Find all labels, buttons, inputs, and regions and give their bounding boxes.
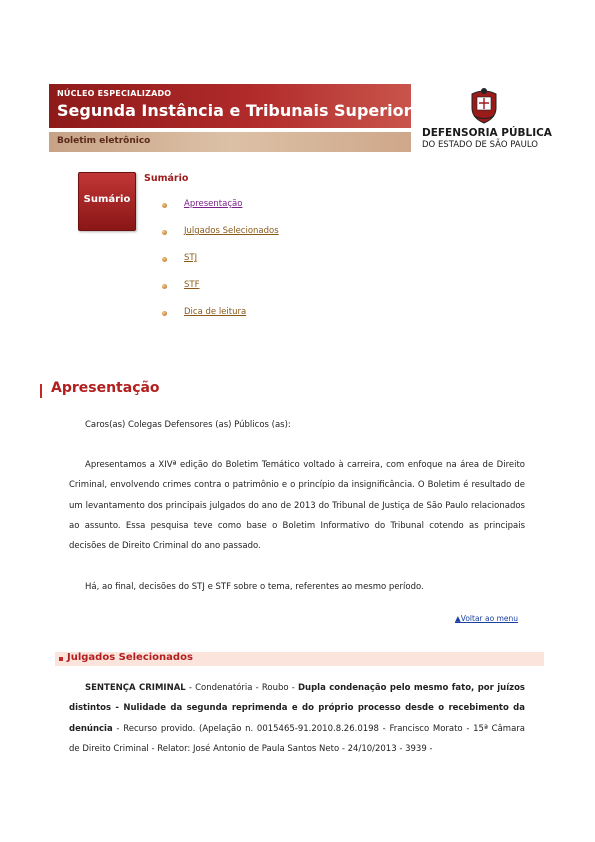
sumario-title: Sumário: [144, 173, 189, 184]
back-to-menu-link[interactable]: [455, 614, 518, 623]
header-banner: [49, 84, 432, 152]
bullet-icon: [162, 257, 167, 262]
case-summary: [69, 678, 525, 759]
sumario-badge-label: Sumário: [83, 194, 131, 205]
apresentacao-paragraph-2: Há, ao final, decisões do STJ e STF sobre o tema, referentes ao mesmo período.: [85, 582, 424, 592]
bullet-icon: [162, 230, 167, 235]
toc-link-julgados[interactable]: Julgados Selecionados: [184, 226, 279, 236]
logo-name: DEFENSORIA PÚBLICA: [422, 127, 552, 139]
square-bullet-icon: [59, 657, 63, 661]
bullet-icon: [162, 203, 167, 208]
julgados-heading: Julgados Selecionados: [67, 652, 193, 663]
bullet-icon: [162, 284, 167, 289]
case-lead: SENTENÇA CRIMINAL: [85, 683, 186, 693]
banner-subtitle-strip: [49, 132, 411, 152]
toc-link-stj[interactable]: STJ: [184, 253, 198, 263]
toc-link-apresentacao[interactable]: Apresentação: [184, 199, 243, 209]
apresentacao-paragraph-1: Apresentamos a XIVª edição do Boletim Temático voltado à carreira, com enfoque na área de Direito Criminal, envolvendo crimes contra o patrimônio e o princípio da insignificância. O Boletim é resultado de um levantamento dos principais julgados do ano de 2013 do Tribunal de Justiça de São Paulo relacionados ao assunto. Essa pesquisa teve como base o Boletim Informativo do Tribunal cotendo as principais decisões de Direito Criminal do ano passado.: [69, 460, 525, 552]
logo-subtitle: DO ESTADO DE SÃO PAULO: [422, 140, 538, 150]
toc-link-stf[interactable]: STF: [184, 280, 200, 290]
case-holding: Dupla condenação pelo mesmo fato, por juízos distintos - Nulidade da segunda reprimenda e do próprio processo desde o recebimento da denúncia: [69, 683, 525, 734]
banner-eyebrow: NÚCLEO ESPECIALIZADO: [57, 89, 172, 98]
defensoria-logo: [422, 86, 552, 156]
toc-link-dica-leitura[interactable]: Dica de leitura: [184, 307, 247, 317]
sumario-badge: [78, 172, 136, 231]
banner-title-strip: [49, 84, 432, 128]
apresentacao-heading: Apresentação: [51, 380, 160, 396]
back-to-menu-label: Voltar ao menu: [460, 614, 519, 623]
banner-subtitle: Boletim eletrônico: [57, 136, 151, 146]
banner-title: Segunda Instância e Tribunais Superiores: [57, 101, 432, 120]
julgados-heading-band: [55, 652, 544, 666]
bullet-icon: [162, 311, 167, 316]
section-marker: [40, 384, 42, 398]
up-arrow-icon: ▲: [455, 614, 461, 623]
greeting-text: Caros(as) Colegas Defensores (as) Públicos (as):: [85, 420, 291, 430]
case-part-2: - Recurso provido. (Apelação n. 0015465-91.2010.8.26.0198 - Francisco Morato - 15ª Câmara de Direito Criminal - Relator: José Antonio de Paula Santos Neto - 24/10/2013 - 3939 -: [69, 723, 525, 754]
coat-of-arms-icon: [468, 86, 500, 124]
case-part-1: - Condenatória - Roubo -: [185, 683, 298, 693]
